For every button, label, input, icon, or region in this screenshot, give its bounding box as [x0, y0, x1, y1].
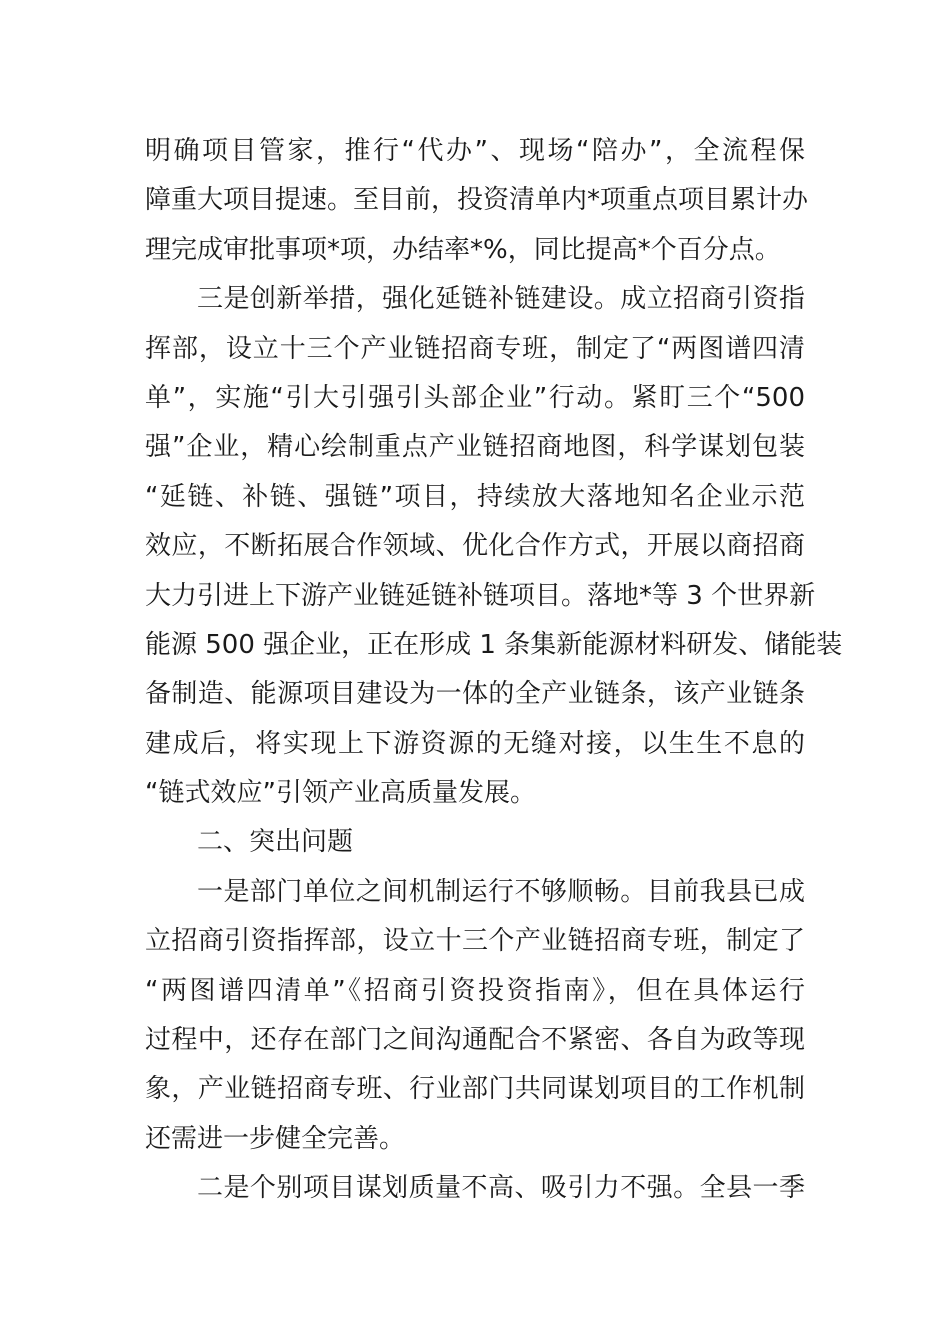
text-line: 过程中，还存在部门之间沟通配合不紧密、各自为政等现 — [145, 1025, 805, 1056]
text-line: 备制造、能源项目建设为一体的全产业链条，该产业链条 — [145, 679, 805, 710]
paragraph — [145, 1164, 805, 1213]
text-line: 理完成审批事项*项，办结率*%，同比提高*个百分点。 — [145, 234, 781, 265]
text-line: 明确项目管家，推行“代办”、现场“陪办”，全流程保 — [145, 136, 805, 166]
text-line: 还需进一步健全完善。 — [145, 1123, 406, 1154]
paragraph — [145, 275, 843, 818]
text-line: “链式效应”引领产业高质量发展。 — [145, 778, 536, 809]
paragraph — [145, 127, 809, 275]
text-line: “两图谱四清单”《招商引资投资指南》，但在具体运行 — [145, 975, 805, 1006]
text-line: 能源 500 强企业，正在形成 1 条集新能源材料研发、储能装 — [145, 629, 843, 660]
paragraph — [145, 868, 805, 1164]
text-line: 立招商引资指挥部，设立十三个产业链招商专班，制定了 — [145, 926, 805, 957]
text-line: 大力引进上下游产业链延链补链项目。落地*等 3 个世界新 — [145, 580, 816, 611]
document-body — [145, 127, 843, 1214]
text-line: 建成后，将实现上下游资源的无缝对接，以生生不息的 — [145, 728, 805, 759]
text-line: 象，产业链招商专班、行业部门共同谋划项目的工作机制 — [145, 1074, 805, 1105]
section-heading — [145, 818, 805, 867]
text-line: 效应，不断拓展合作领域、优化合作方式，开展以商招商 — [145, 531, 805, 562]
text-line: 二是个别项目谋划质量不高、吸引力不强。全县一季 — [197, 1173, 805, 1204]
text-line: 三是创新举措，强化延链补链建设。成立招商引资指 — [197, 284, 805, 315]
text-line: “延链、补链、强链”项目，持续放大落地知名企业示范 — [145, 481, 805, 512]
heading-text: 二、突出问题 — [197, 827, 354, 858]
text-line: 障重大项目提速。至目前，投资清单内*项重点项目累计办 — [145, 185, 809, 216]
text-line: 单”，实施“引大引强引头部企业”行动。紧盯三个“500 — [145, 382, 805, 413]
text-line: 强”企业，精心绘制重点产业链招商地图，科学谋划包装 — [145, 432, 805, 463]
text-line: 一是部门单位之间机制运行不够顺畅。目前我县已成 — [197, 876, 805, 907]
text-line: 挥部，设立十三个产业链招商专班，制定了“两图谱四清 — [145, 333, 805, 364]
